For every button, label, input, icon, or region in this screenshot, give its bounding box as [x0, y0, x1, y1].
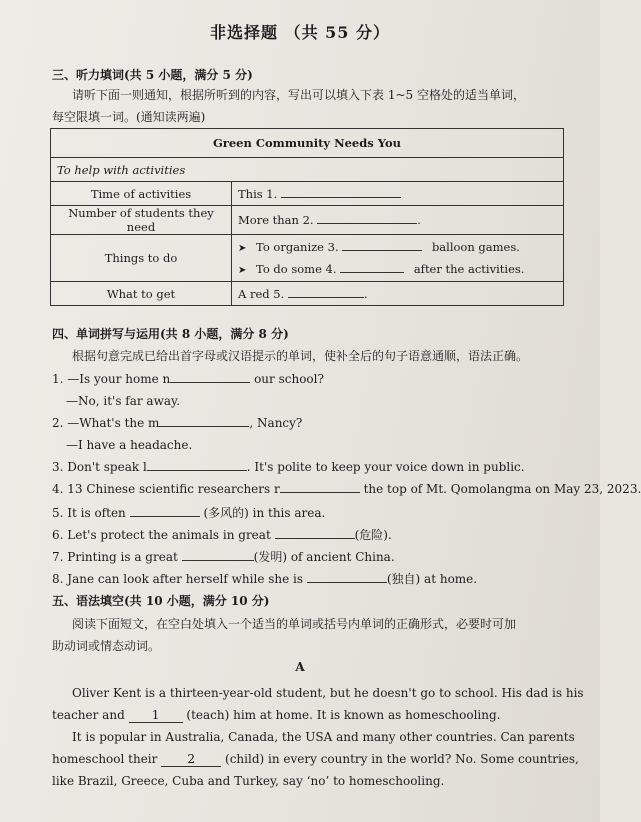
- item-2-question: 2. —What's the m , Nancy?: [52, 416, 303, 430]
- item-6: 6. Let's protect the animals in great (危险).: [52, 528, 392, 542]
- section-5-instruction-2: 助动词或情态动词。: [52, 639, 161, 653]
- item-4: 4. 13 Chinese scientific researchers r the top of Mt. Qomolangma on May 23, 2023.: [52, 482, 641, 496]
- section-3-instruction-2: 每空限填一词。(通知读两遍): [52, 110, 206, 124]
- row-tail-things-2: after the activities.: [413, 262, 525, 276]
- answer-blank-s4-4[interactable]: [280, 492, 360, 493]
- item-7: 7. Printing is a great (发明) of ancient China.: [52, 550, 395, 564]
- passage-line-1: Oliver Kent is a thirteen-year-old student, but he doesn't go to school. His dad is his: [72, 686, 584, 700]
- section-5-heading: 五、语法填空(共 10 小题，满分 10 分): [52, 594, 270, 608]
- arrow-bullet-icon: ➤: [238, 243, 247, 254]
- answer-blank-s4-8[interactable]: [307, 582, 387, 583]
- answer-blank-s4-3[interactable]: [147, 470, 247, 471]
- section-3-instruction-1: 请听下面一则通知，根据所听到的内容，写出可以填入下表 1~5 空格处的适当单词，: [72, 88, 525, 102]
- page-title: 非选择题 （共 55 分）: [210, 23, 390, 42]
- row-text-things-1: To organize 3.: [256, 240, 339, 254]
- section-3-heading: 三、听力填词(共 5 小题，满分 5 分): [52, 68, 253, 82]
- section-5-instruction-1: 阅读下面短文，在空白处填入一个适当的单词或括号内单词的正确形式，必要时可加: [72, 617, 517, 631]
- answer-blank-s4-1[interactable]: [170, 382, 250, 383]
- passage-line-2: teacher and 1 (teach) him at home. It is known as homeschooling.: [52, 708, 501, 722]
- row-label-get: What to get: [51, 282, 232, 306]
- notice-subtitle: To help with activities: [51, 158, 564, 182]
- answer-blank-s4-7[interactable]: [182, 560, 254, 561]
- row-content-things: [232, 235, 564, 282]
- row-content-get: A red 5. .: [232, 282, 564, 306]
- row-text-things-2: To do some 4.: [256, 262, 337, 276]
- answer-blank-2[interactable]: [317, 223, 417, 224]
- passage-label: A: [295, 660, 305, 674]
- item-1-answer: —No, it's far away.: [66, 394, 181, 408]
- passage-line-4: homeschool their 2 (child) in every country in the world? No. Some countries,: [52, 752, 579, 766]
- item-1-question: 1. —Is your home n our school?: [52, 372, 324, 386]
- row-text-students: More than 2.: [238, 213, 314, 227]
- answer-blank-3[interactable]: [342, 250, 422, 251]
- row-tail-things-1: balloon games.: [431, 240, 520, 254]
- notice-title: Green Community Needs You: [51, 129, 564, 158]
- section-4-heading: 四、单词拼写与运用(共 8 小题，满分 8 分): [52, 327, 289, 341]
- row-text-time: This 1.: [238, 186, 278, 201]
- answer-blank-s4-6[interactable]: [275, 538, 355, 539]
- item-5: 5. It is often (多风的) in this area.: [52, 506, 326, 520]
- row-label-students: Number of students they need: [51, 206, 232, 235]
- row-text-get: A red 5.: [238, 286, 285, 301]
- answer-blank-5[interactable]: [288, 297, 364, 298]
- arrow-bullet-icon: ➤: [238, 265, 247, 276]
- answer-blank-s4-5[interactable]: [130, 516, 200, 517]
- item-3: 3. Don't speak l . It's polite to keep your voice down in public.: [52, 460, 525, 474]
- answer-blank-1[interactable]: [281, 197, 401, 198]
- row-content-time: [232, 182, 564, 206]
- section-4-instruction: 根据句意完成已给出首字母或汉语提示的单词，使补全后的句子语意通顺，语法正确。: [72, 349, 529, 363]
- row-label-things: Things to do: [51, 235, 232, 282]
- answer-blank-4[interactable]: [340, 272, 404, 273]
- passage-line-3: It is popular in Australia, Canada, the USA and many other countries. Can parents: [72, 730, 575, 744]
- passage-line-5: like Brazil, Greece, Cuba and Turkey, say ‘no’ to homeschooling.: [52, 774, 445, 788]
- item-8: 8. Jane can look after herself while she is (独自) at home.: [52, 572, 478, 586]
- row-label-time: Time of activities: [51, 182, 232, 206]
- row-content-students: More than 2. .: [232, 206, 564, 235]
- item-2-answer: —I have a headache.: [66, 438, 193, 452]
- grammar-blank-2[interactable]: 2: [161, 752, 221, 767]
- notice-table: [50, 128, 564, 306]
- grammar-blank-1[interactable]: 1: [129, 708, 183, 723]
- answer-blank-s4-2[interactable]: [159, 426, 249, 427]
